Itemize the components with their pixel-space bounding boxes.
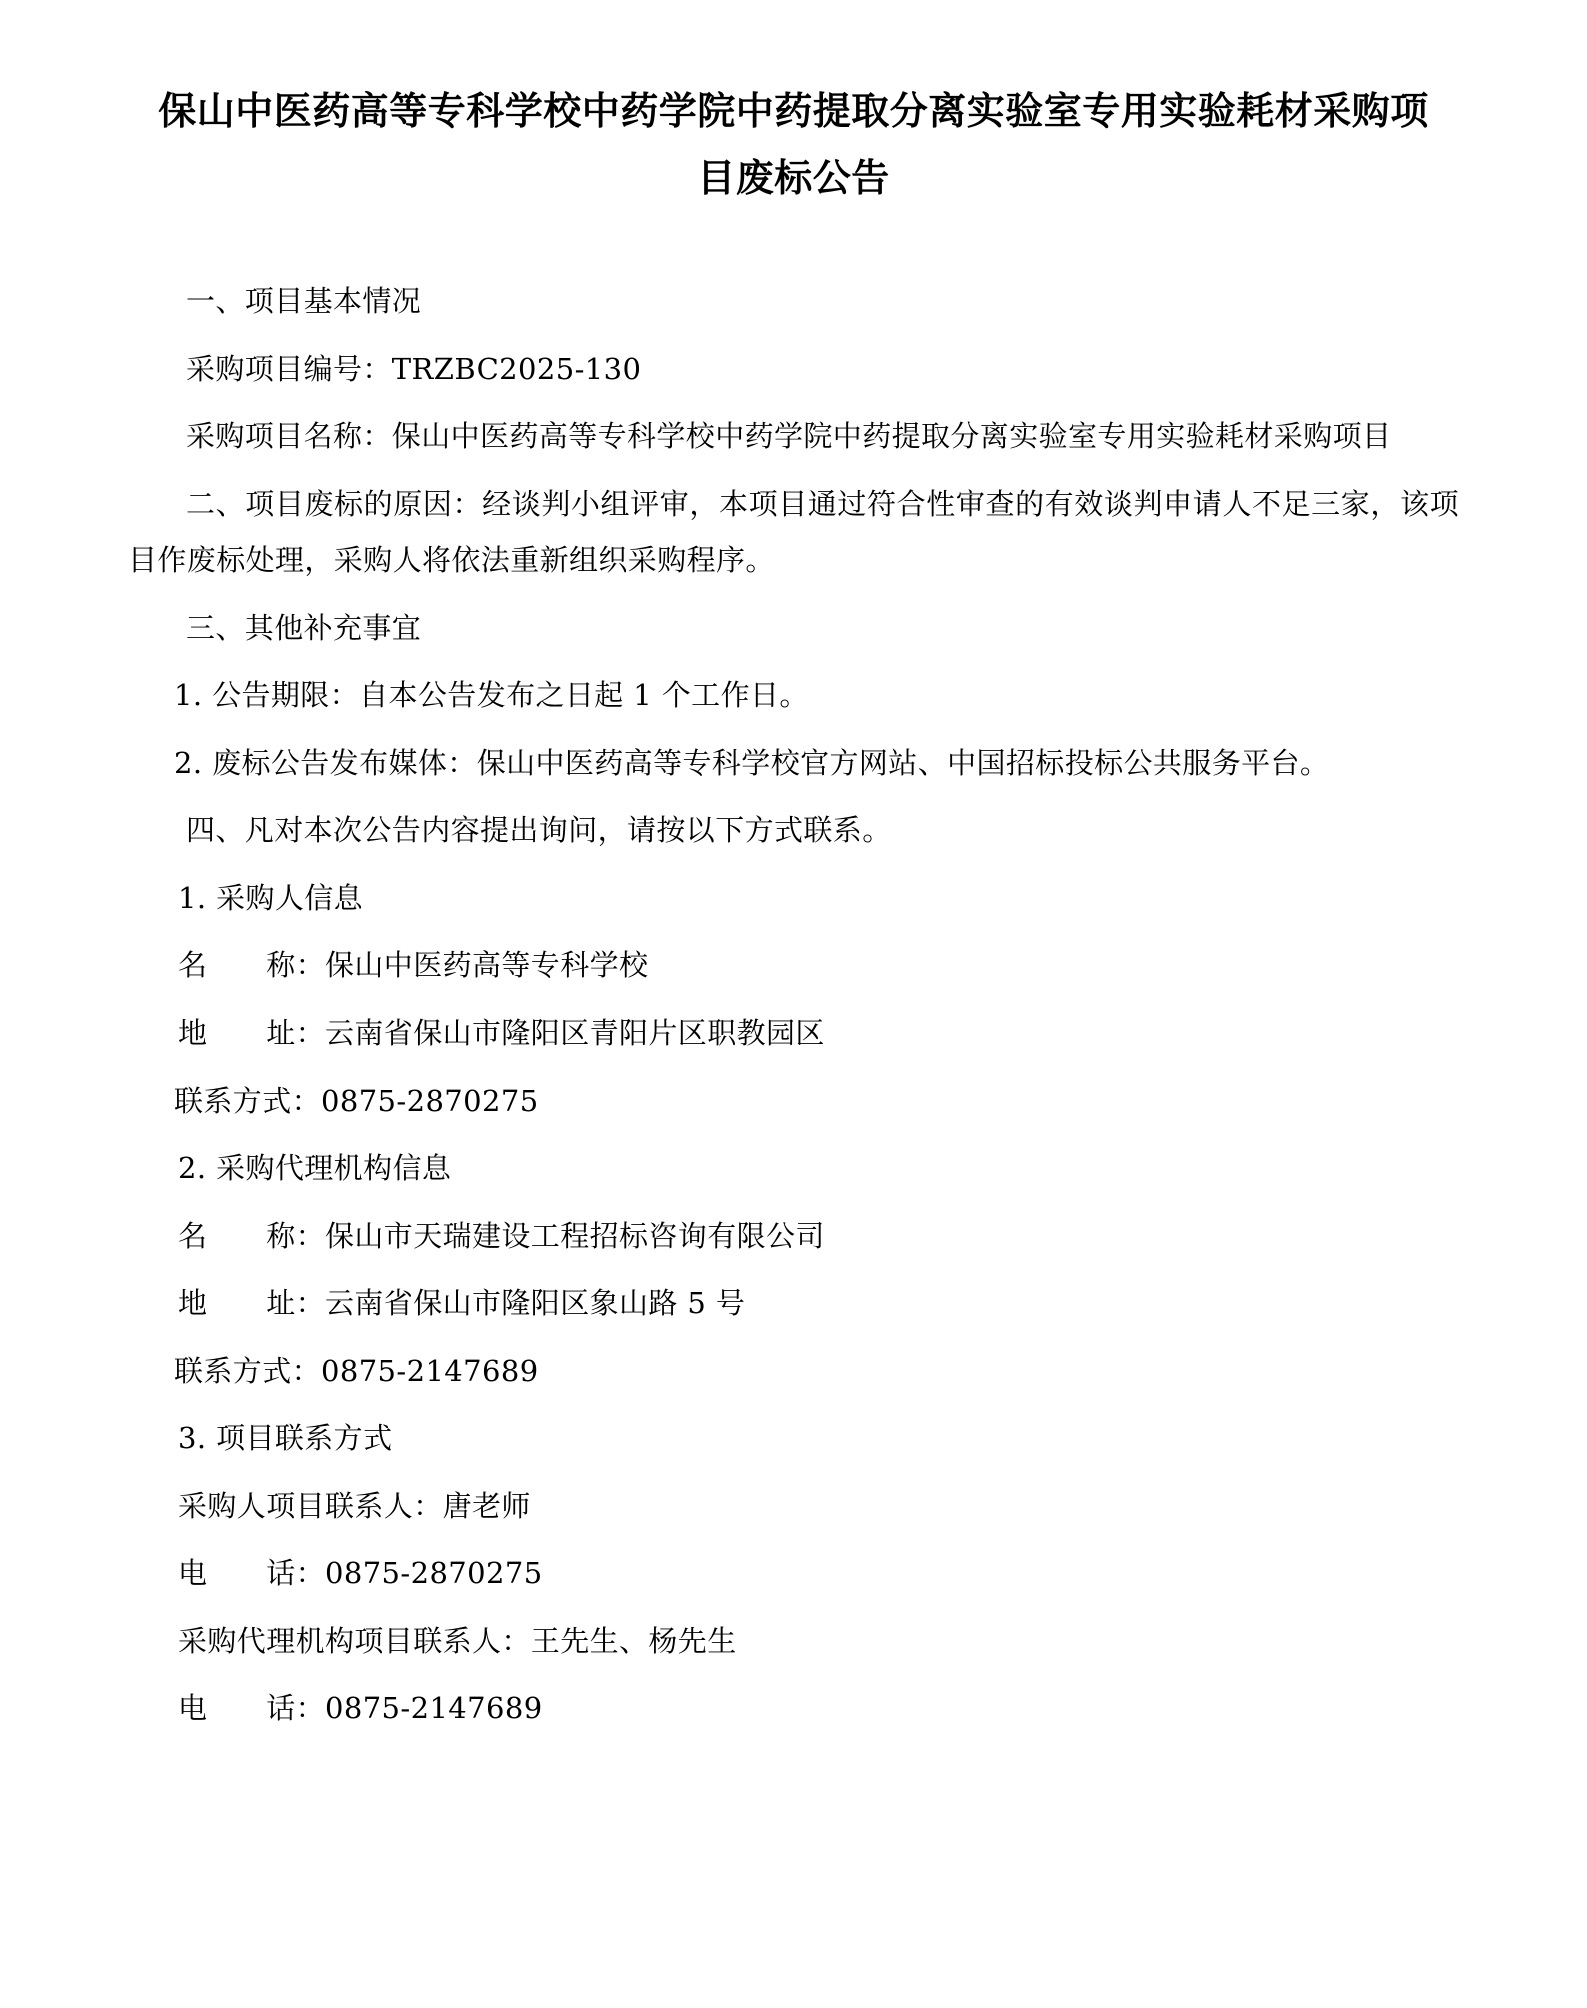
agency-contact: 联系方式：0875-2147689 xyxy=(174,1353,539,1388)
buyer-name: 名 称：保山中医药高等专科学校 xyxy=(178,948,649,983)
agency-project-phone: 电 话：0875-2147689 xyxy=(178,1691,543,1726)
project-name: 采购项目名称：保山中医药高等专科学校中药学院中药提取分离实验室专用实验耗材采购项目 xyxy=(186,419,1392,454)
agency-address: 地 址：云南省保山市隆阳区象山路 5 号 xyxy=(178,1286,746,1321)
section-heading-3: 三、其他补充事宜 xyxy=(186,610,422,645)
section-heading-2-reason: 二、项目废标的原因：经谈判小组评审，本项目通过符合性审查的有效谈判申请人不足三家，该项目作废标处理，采购人将依法重新组织采购程序。 xyxy=(128,486,1459,578)
supplement-item-1: 1. 公告期限：自本公告发布之日起 1 个工作日。 xyxy=(174,678,809,713)
agency-info-heading: 2. 采购代理机构信息 xyxy=(178,1151,452,1186)
buyer-project-contact: 采购人项目联系人：唐老师 xyxy=(178,1488,531,1523)
supplement-item-2: 2. 废标公告发布媒体：保山中医药高等专科学校官方网站、中国招标投标公共服务平台。 xyxy=(174,745,1330,780)
agency-name: 名 称：保山市天瑞建设工程招标咨询有限公司 xyxy=(178,1218,825,1253)
buyer-project-phone: 电 话：0875-2870275 xyxy=(178,1556,543,1591)
agency-project-contact: 采购代理机构项目联系人：王先生、杨先生 xyxy=(178,1623,737,1658)
section-heading-1: 一、项目基本情况 xyxy=(186,284,422,318)
document-body xyxy=(128,273,1459,1737)
project-contact-heading: 3. 项目联系方式 xyxy=(178,1421,393,1456)
page-title: 保山中医药高等专科学校中药学院中药提取分离实验室专用实验耗材采购项目废标公告 xyxy=(158,88,1429,200)
buyer-info-heading: 1. 采购人信息 xyxy=(178,880,364,915)
buyer-address: 地 址：云南省保山市隆阳区青阳片区职教园区 xyxy=(178,1016,825,1051)
buyer-contact: 联系方式：0875-2870275 xyxy=(174,1083,539,1118)
section-heading-4: 四、凡对本次公告内容提出询问，请按以下方式联系。 xyxy=(186,813,892,848)
project-number: 采购项目编号：TRZBC2025-130 xyxy=(186,351,642,386)
